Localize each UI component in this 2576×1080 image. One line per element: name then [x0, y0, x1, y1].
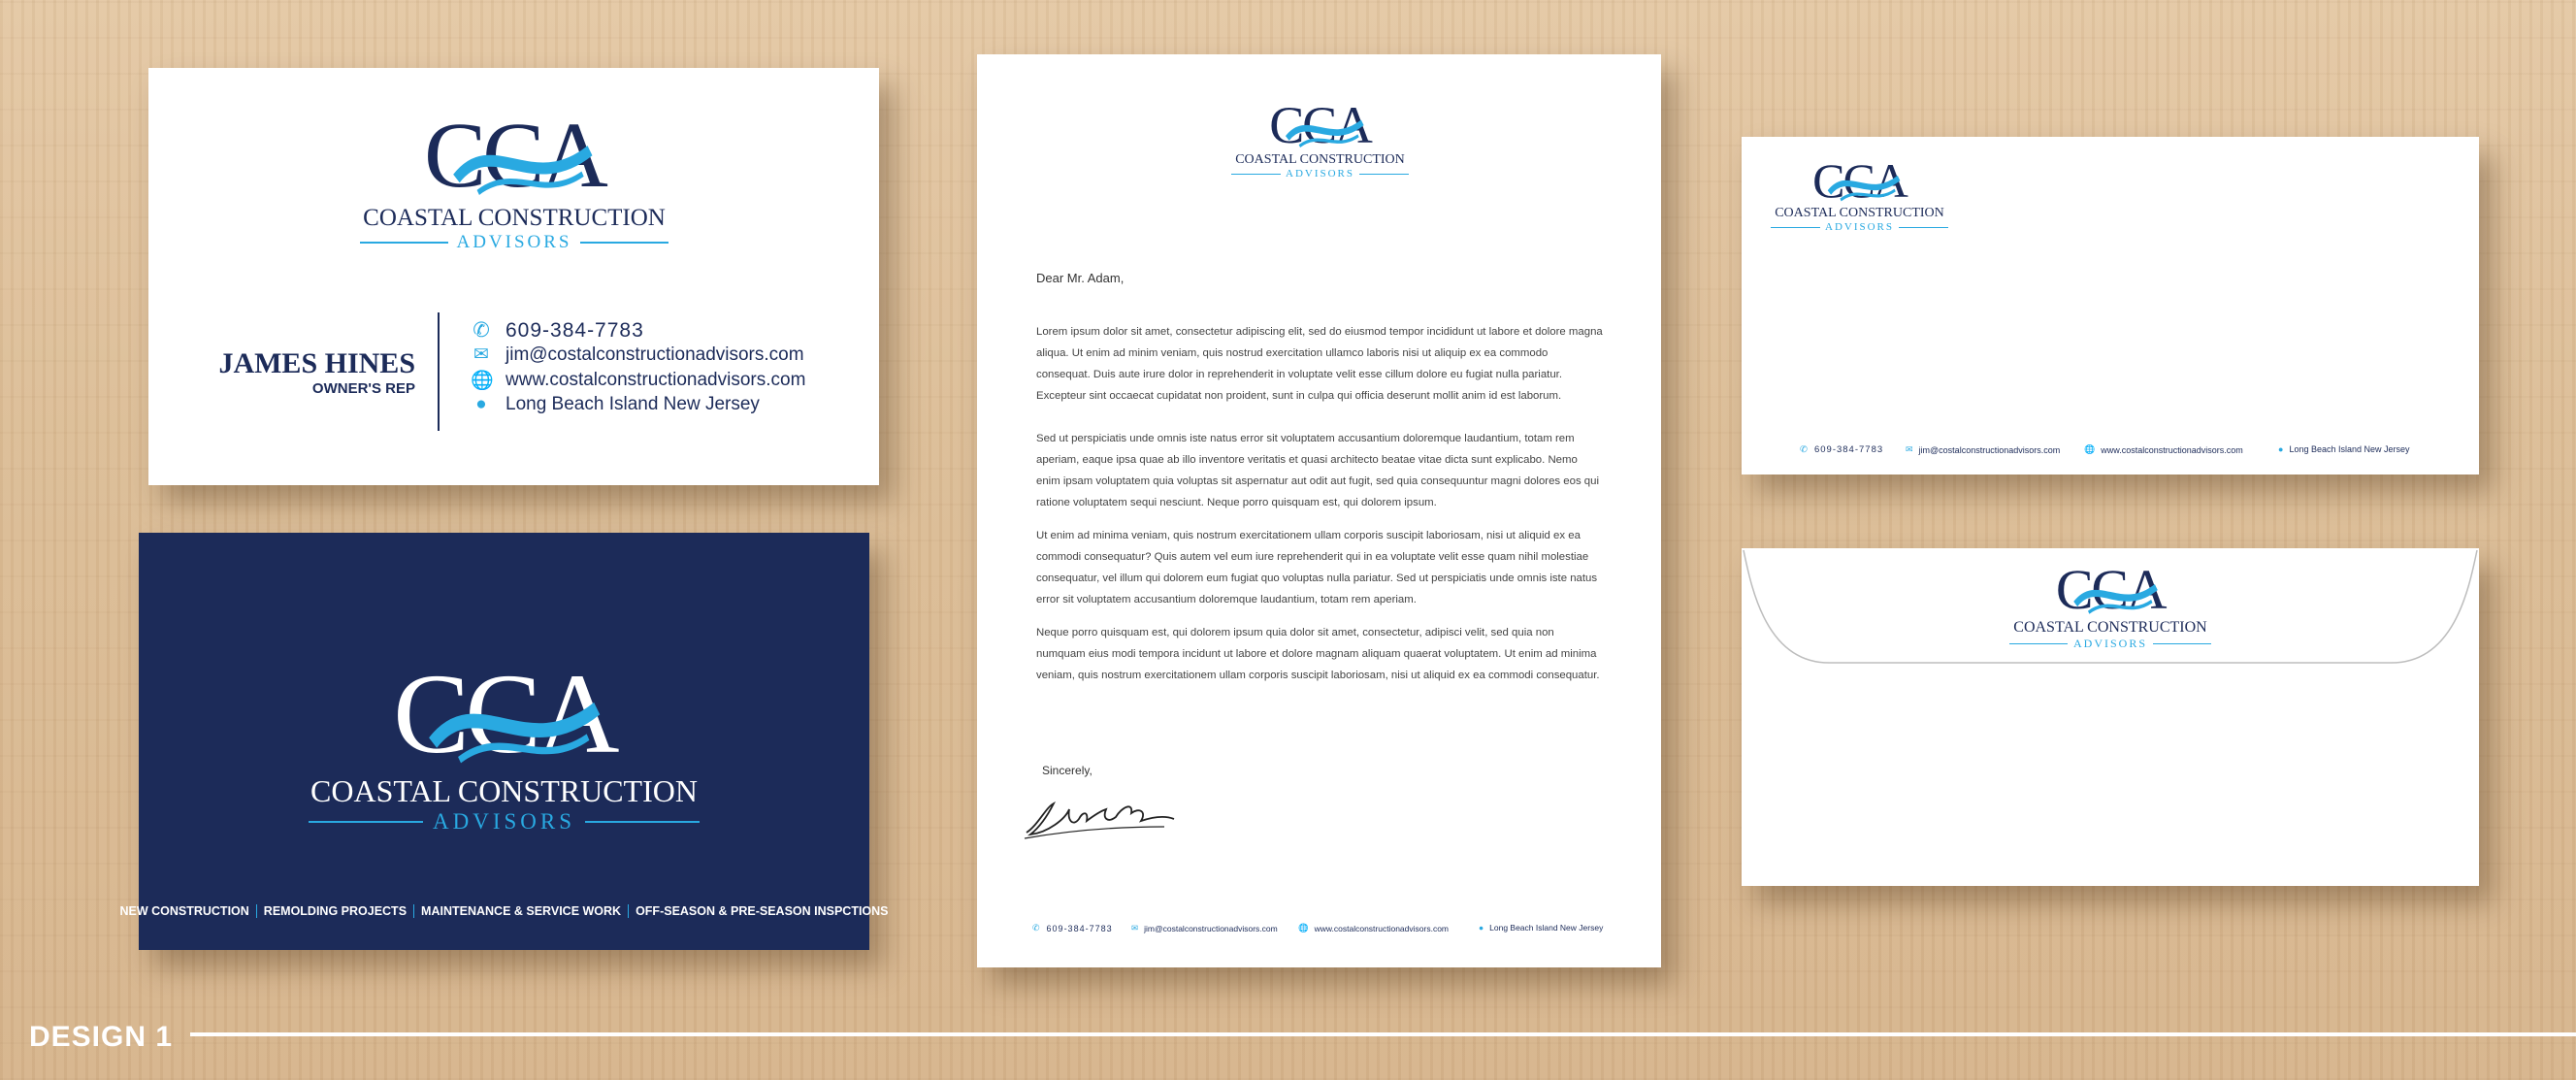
- phone-text: 609-384-7783: [505, 318, 644, 342]
- wave-icon: [393, 657, 614, 771]
- business-card-back: [119, 533, 889, 950]
- brand-logo: [1231, 96, 1409, 180]
- brand-name: COASTAL CONSTRUCTION: [2013, 619, 2207, 636]
- contact-email: [471, 344, 804, 366]
- letter-footer-website: [1298, 923, 1449, 933]
- footer-location: Long Beach Island New Jersey: [2289, 444, 2410, 454]
- phone-icon: ✆: [1032, 923, 1041, 933]
- email-icon: ✉: [1131, 923, 1139, 933]
- wave-icon: [1812, 156, 1907, 205]
- brand-tagline: ADVISORS: [2073, 637, 2148, 650]
- contact-phone: [471, 318, 644, 343]
- person-name: JAMES HINES: [218, 347, 415, 379]
- letter-paragraph: Neque porro quisquam est, qui dolorem ipsum quia dolor sit amet, consectetur, adipisci velit, sed quia non numquam eius modi tempora incidunt ut labore et dolore magnam aliquam quaerat voluptatem. Ut enim ad minima veniam, quis nostrum exercitationem ullam corporis suscipit laboriosam, nisi ut aliquid ex ea commodi consequatur.: [1036, 627, 1600, 681]
- wave-icon: [1269, 99, 1371, 151]
- logo-monogram: [2055, 558, 2166, 621]
- signature: [1019, 798, 1179, 841]
- phone-icon: ✆: [1800, 444, 1809, 455]
- globe-icon: 🌐: [2084, 444, 2096, 454]
- brand-tagline-row: [1231, 169, 1409, 180]
- service-item: NEW CONSTRUCTION: [119, 904, 249, 918]
- email-icon: ✉: [1906, 444, 1913, 454]
- globe-icon: 🌐: [1298, 923, 1309, 933]
- letter-footer-phone: [1032, 923, 1113, 933]
- brand-name: COASTAL CONSTRUCTION: [1235, 152, 1405, 167]
- wave-icon: [2056, 562, 2165, 618]
- brand-tagline-row: [1771, 222, 1948, 233]
- brand-tagline: ADVISORS: [1825, 221, 1895, 233]
- logo-monogram: [1812, 153, 1907, 208]
- brand-tagline: ADVISORS: [1286, 168, 1355, 180]
- email-text: jim@costalconstructionadvisors.com: [505, 344, 804, 365]
- brand-logo-white: [309, 650, 700, 834]
- letter-paragraph: Lorem ipsum dolor sit amet, consectetur adipiscing elit, sed do eiusmod tempor incididunt ut labore et dolore magna aliqua. Ut enim ad minim veniam, quis nostrud exercitation ullamco laboris nisi ut aliquip ex ea commodo consequat. Duis aute irure dolor in reprehenderit in voluptate velit esse cillum dolore eu fugiat nulla pariatur. Excepteur sint occaecat cupidatat non proident, sunt in culpa qui officia deserunt mollit anim id est laborum.: [1036, 326, 1603, 402]
- footer-phone: 609-384-7783: [1813, 444, 1884, 455]
- email-icon: ✉: [473, 344, 489, 365]
- monogram-text: CCA: [393, 650, 615, 777]
- brand-tagline-row: [2009, 638, 2211, 649]
- footer-location: Long Beach Island New Jersey: [1489, 923, 1604, 933]
- footer-website: www.costalconstructionadvisors.com: [1314, 923, 1450, 933]
- business-card-front: [148, 68, 879, 485]
- monogram-text: CCA: [2055, 558, 2166, 621]
- contact-location: [471, 394, 760, 415]
- logo-monogram: [1269, 96, 1371, 154]
- footer-website: www.costalconstructionadvisors.com: [2101, 444, 2243, 455]
- footer-phone: 609-384-7783: [1046, 923, 1113, 933]
- slip-footer-location: [2278, 444, 2410, 454]
- location-text: Long Beach Island New Jersey: [505, 394, 760, 414]
- monogram-text: CCA: [424, 103, 604, 207]
- divider: [438, 312, 440, 431]
- services-list: [119, 904, 889, 918]
- slip-footer-email: [1906, 444, 2060, 455]
- brand-tagline-row: [360, 233, 668, 251]
- service-item: REMOLDING PROJECTS: [263, 904, 408, 918]
- letter-salutation: Dear Mr. Adam,: [1036, 271, 1125, 285]
- globe-icon: 🌐: [471, 371, 494, 391]
- letter-footer-email: [1131, 923, 1278, 933]
- footer-email: jim@costalconstructionadvisors.com: [1144, 923, 1278, 933]
- design-label-rule: [190, 1032, 2576, 1036]
- letter-closing: Sincerely,: [1042, 764, 1092, 777]
- slip-footer-website: [2084, 444, 2243, 455]
- contact-website: [471, 369, 805, 392]
- logo-monogram: [393, 650, 615, 777]
- brand-tagline: ADVISORS: [456, 232, 572, 252]
- website-text: www.costalconstructionadvisors.com: [505, 370, 806, 390]
- compliments-slip: [1742, 137, 2479, 475]
- logo-monogram: [424, 103, 604, 207]
- design-label: DESIGN 1: [29, 1021, 174, 1053]
- wave-icon: [424, 109, 604, 202]
- monogram-text: CCA: [1812, 153, 1907, 208]
- envelope: [1742, 548, 2479, 886]
- location-pin-icon: ●: [2278, 444, 2284, 454]
- letter-paragraph: Sed ut perspiciatis unde omnis iste natus error sit voluptatem accusantium doloremque laudantium, totam rem aperiam, eaque ipsa quae ab illo inventore veritatis et quasi architecto beatae vitae dicta sunt explicabo. Nemo enim ipsam voluptatem quia voluptas sit aspernatur aut odit aut fugit, sed quia consequuntur magni dolores eos qui ratione voluptatem sequi nesciunt. Neque porro quisquam est, qui dolorem ipsum.: [1036, 433, 1600, 508]
- brand-logo: [1771, 153, 1948, 233]
- brand-logo: [360, 103, 668, 252]
- letter-footer-location: [1479, 923, 1603, 933]
- person-role: OWNER'S REP: [311, 380, 415, 397]
- footer-email: jim@costalconstructionadvisors.com: [1918, 444, 2061, 455]
- location-pin-icon: ●: [475, 394, 487, 414]
- brand-name: COASTAL CONSTRUCTION: [310, 773, 698, 808]
- letter-paragraph: Ut enim ad minima veniam, quis nostrum exercitationem ullam corporis suscipit laboriosam, nisi ut aliquid ex ea commodi consequatur? Quis autem vel eum iure reprehenderit qui in ea voluptate velit esse quam nihil molestiae consequatur, vel illum qui dolorem eum fugiat quo voluptas nulla pariatur. Sed ut perspiciatis unde omnis iste natus error sit voluptatem accusantium doloremque laudantium, totam rem aperiam.: [1036, 530, 1598, 605]
- brand-tagline-row: [309, 810, 700, 833]
- service-item: MAINTENANCE & SERVICE WORK: [421, 904, 622, 918]
- brand-name: COASTAL CONSTRUCTION: [363, 205, 666, 231]
- brand-logo: [2009, 558, 2211, 650]
- slip-footer-phone: [1800, 444, 1883, 455]
- phone-icon: ✆: [473, 319, 490, 342]
- location-pin-icon: ●: [1479, 923, 1484, 933]
- monogram-text: CCA: [1269, 96, 1371, 154]
- brand-tagline: ADVISORS: [432, 809, 576, 834]
- service-item: OFF-SEASON & PRE-SEASON INSPCTIONS: [636, 904, 889, 918]
- brand-name: COASTAL CONSTRUCTION: [1775, 206, 1944, 220]
